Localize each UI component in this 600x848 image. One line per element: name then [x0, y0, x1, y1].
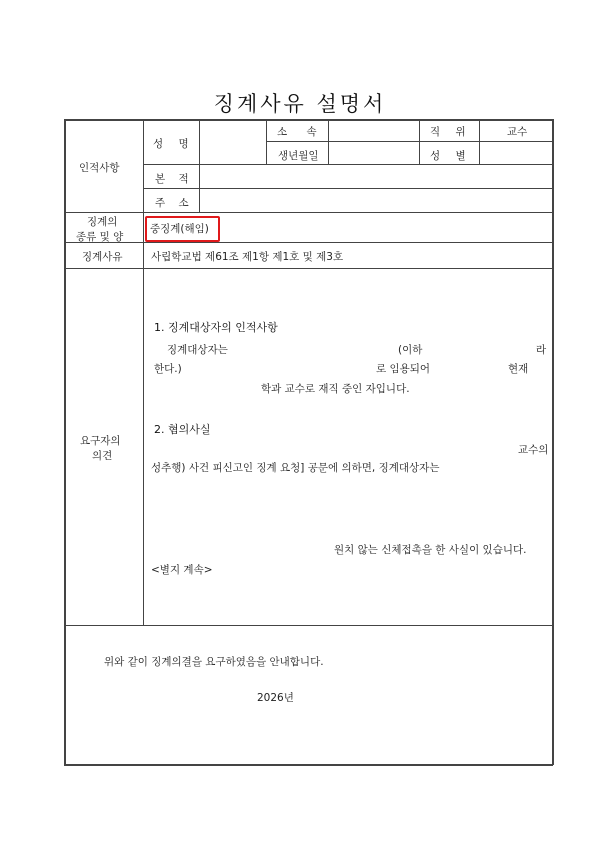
document-title: 징계사유 설명서 — [213, 92, 387, 116]
section1-heading: 1. 징계대상자의 인적사항 — [154, 321, 278, 334]
discipline-value: 중징계(해임) — [150, 223, 209, 235]
opinion-label-line1: 요구자의 — [80, 435, 121, 447]
section1-line1-start: 징계대상자는 — [167, 344, 228, 356]
personal-section-label: 인적사항 — [79, 162, 120, 174]
birth-label: 생년월일 — [278, 150, 319, 162]
section2-line1: 교수의 — [518, 444, 549, 456]
section1-line3: 학과 교수로 재직 중인 자입니다. — [261, 383, 410, 395]
address-label: 주 소 — [155, 197, 189, 209]
section2-note: <별지 계속> — [151, 564, 213, 576]
position-value: 교수 — [507, 126, 528, 138]
section2-line3: 원치 않는 신체접촉을 한 사실이 있습니다. — [334, 544, 527, 556]
opinion-label-line2: 의견 — [92, 450, 113, 462]
section2-heading: 2. 혐의사실 — [154, 423, 211, 436]
footer-notice: 위와 같이 징계의결을 요구하였음을 안내합니다. — [104, 656, 324, 668]
section1-line1-mid: (이하 — [398, 344, 423, 356]
section1-line2-start: 한다.) — [154, 363, 182, 375]
position-label: 직 위 — [430, 126, 466, 138]
footer-year: 2026년 — [257, 692, 294, 704]
gender-label: 성 별 — [430, 150, 466, 162]
discipline-label-line1: 징계의 — [87, 216, 118, 228]
reason-value: 사립학교법 제61조 제1항 제1호 및 제3호 — [151, 251, 344, 263]
section1-line1-end: 라 — [536, 344, 547, 356]
discipline-label-line2: 종류 및 양 — [76, 231, 124, 243]
name-label: 성 명 — [153, 138, 189, 150]
affiliation-label: 소 속 — [277, 126, 317, 138]
section1-line2-mid: 로 임용되어 — [376, 363, 431, 375]
reason-label: 징계사유 — [82, 251, 123, 263]
section1-line2-end: 현재 — [508, 363, 529, 375]
domicile-label: 본 적 — [155, 173, 189, 185]
section2-line2: 성추행) 사건 피신고인 징계 요청] 공문에 의하면, 징계대상자는 — [151, 462, 440, 474]
